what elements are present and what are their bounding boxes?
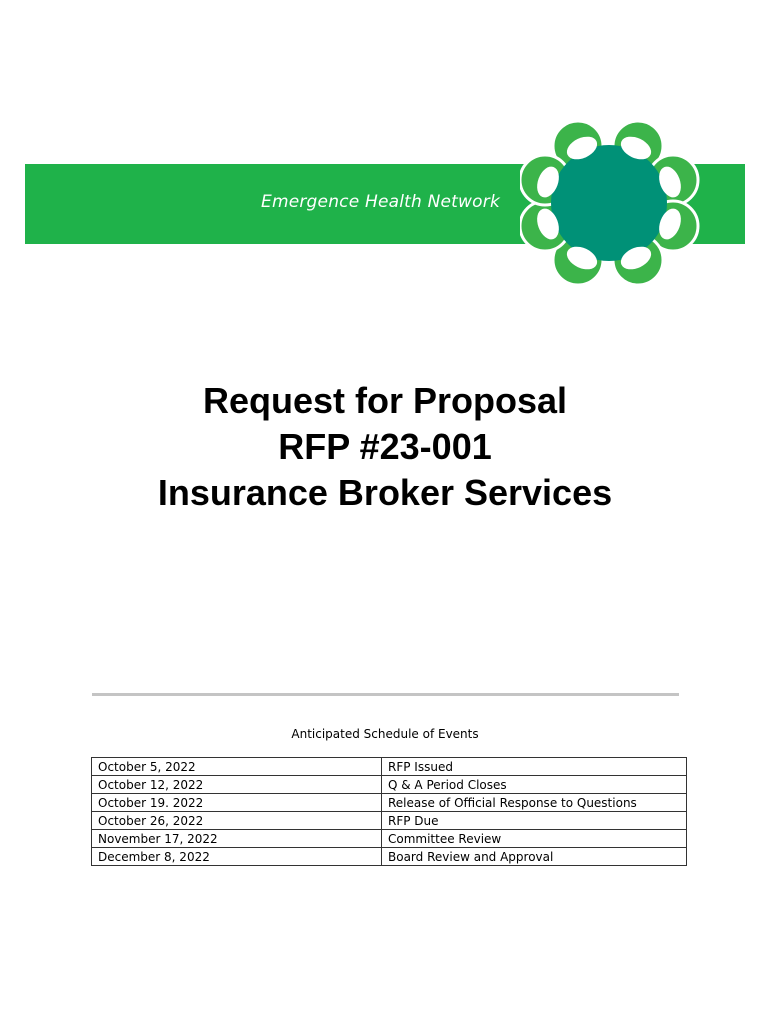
schedule-caption: Anticipated Schedule of Events — [291, 727, 479, 741]
schedule-event: Release of Official Response to Questions — [382, 794, 687, 812]
schedule-date: October 26, 2022 — [92, 812, 382, 830]
title-line-3: Insurance Broker Services — [157, 472, 613, 513]
table-row — [92, 830, 687, 848]
schedule-event: Committee Review — [382, 830, 687, 848]
schedule-date: October 19. 2022 — [92, 794, 382, 812]
schedule-date: November 17, 2022 — [92, 830, 382, 848]
emergence-health-network-logo-icon — [520, 118, 700, 288]
title-line-2: RFP #23-001 — [278, 426, 492, 467]
table-row — [92, 794, 687, 812]
organization-name: Emergence Health Network — [261, 192, 500, 212]
schedule-event: Board Review and Approval — [382, 848, 687, 866]
schedule-date: October 5, 2022 — [92, 758, 382, 776]
table-row — [92, 848, 687, 866]
table-row — [92, 758, 687, 776]
schedule-event: RFP Due — [382, 812, 687, 830]
table-row — [92, 812, 687, 830]
schedule-table — [91, 757, 687, 866]
schedule-date: December 8, 2022 — [92, 848, 382, 866]
schedule-event: Q & A Period Closes — [382, 776, 687, 794]
document-title — [0, 378, 770, 516]
horizontal-divider — [92, 693, 679, 696]
table-row — [92, 776, 687, 794]
schedule-date: October 12, 2022 — [92, 776, 382, 794]
schedule-event: RFP Issued — [382, 758, 687, 776]
title-line-1: Request for Proposal — [202, 380, 568, 421]
